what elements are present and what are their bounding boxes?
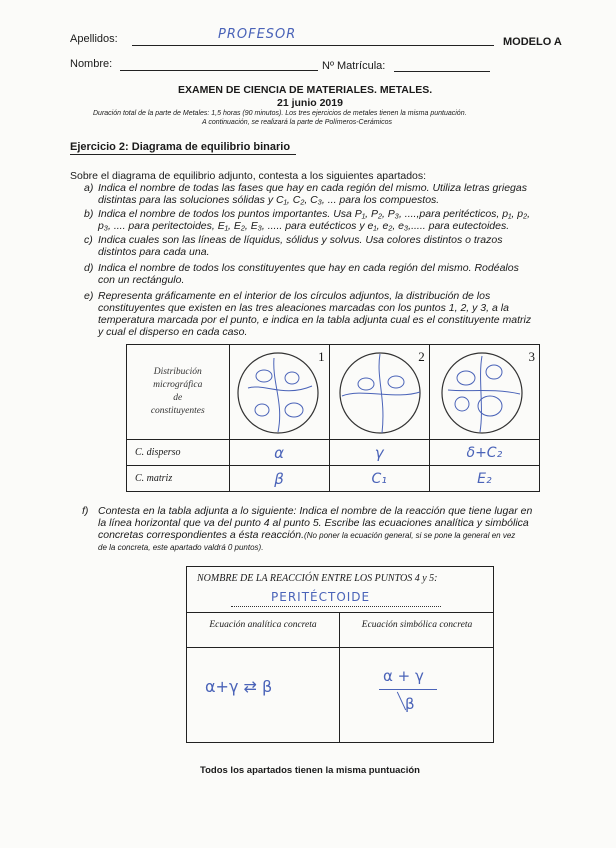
item-e-label: e) bbox=[84, 290, 94, 302]
micro-cell-3 bbox=[429, 345, 539, 440]
item-b-line2: p₃, .... para peritectoides, E₁, E₂, E₃, ..... para eutécticos y e₁, e₂, e₃,..... para eutectoides. bbox=[98, 220, 510, 232]
micro-cell-1 bbox=[229, 345, 329, 440]
item-b-text bbox=[98, 208, 576, 232]
reaction-divider-v bbox=[339, 612, 340, 742]
item-e-line4: y cual el disperso en cada caso. bbox=[98, 326, 248, 338]
apellidos-underline bbox=[132, 45, 494, 46]
micro-head-2: micrográfica bbox=[153, 380, 203, 390]
item-f-line1: Contesta en la tabla adjunta a lo siguiente: Indica el nombre de la reacción que tiene lugar en bbox=[98, 505, 533, 517]
item-b-line1: Indica el nombre de todos los puntos importantes. Usa P₁, P₂, P₃, ....,para peritécticos, p₁, p₂, bbox=[98, 208, 531, 220]
apellidos-value: PROFESOR bbox=[218, 27, 297, 42]
exercise-heading-underline bbox=[70, 154, 296, 155]
micro-number-3: 3 bbox=[528, 349, 535, 364]
item-c-line1: Indica cuales son las líneas de líquidus, sólidus y solvus. Usa colores distintos o trazos bbox=[98, 234, 503, 246]
exam-date: 21 junio 2019 bbox=[277, 97, 343, 109]
item-f-label: f) bbox=[82, 505, 89, 517]
reaction-table bbox=[186, 566, 494, 743]
reaction-name-dots bbox=[231, 606, 441, 607]
polymers-note: A continuación, se realizará la parte de Polímeros-Cerámicos bbox=[202, 119, 392, 126]
item-e-text bbox=[98, 290, 576, 338]
micro-head-3: de bbox=[173, 393, 183, 403]
micro-cell-2 bbox=[329, 345, 429, 440]
item-c-label: c) bbox=[84, 234, 93, 246]
item-d-label: d) bbox=[84, 262, 94, 274]
micro-head-cell bbox=[127, 345, 230, 440]
exam-title: EXAMEN DE CIENCIA DE MATERIALES. METALES. bbox=[178, 84, 433, 96]
nombre-label: Nombre: bbox=[70, 58, 113, 70]
footer-note: Todos los apartados tienen la misma puntuación bbox=[200, 765, 420, 776]
analitica-value: α+γ ⇄ β bbox=[205, 677, 273, 696]
micrograph-table bbox=[126, 344, 540, 492]
reaction-divider-h1 bbox=[187, 612, 493, 613]
simbolica-fraction-line bbox=[379, 689, 437, 690]
item-b-label: b) bbox=[84, 208, 94, 220]
disperso-3: δ+C₂ bbox=[429, 440, 539, 466]
micrograph-circle-2 bbox=[336, 348, 426, 438]
duration-note: Duración total de la parte de Metales: 1,5 horas (90 minutos). Los tres ejercicios de metales tienen la misma puntuación. bbox=[93, 110, 467, 117]
reaction-divider-h2 bbox=[187, 647, 493, 648]
item-a-line1: Indica el nombre de todas las fases que hay en cada región del mismo. Utiliza letras griegas bbox=[98, 182, 527, 194]
item-f-line3-main: concretas correspondientes a ésta reacción. bbox=[98, 529, 305, 541]
item-e-line2: constituyentes que existen en las tres aleaciones marcadas con los puntos 1, 2, y 3, a la bbox=[98, 302, 509, 314]
micrograph-circle-3 bbox=[438, 348, 528, 438]
matriz-1: β bbox=[229, 466, 329, 492]
modelo-label: MODELO A bbox=[503, 36, 562, 48]
micro-head-4: constituyentes bbox=[150, 406, 205, 416]
matricula-underline bbox=[394, 71, 490, 72]
item-d-line2: con un rectángulo. bbox=[98, 274, 185, 286]
item-f-line3-note: (No poner la ecuación general, si se pone la general en vez bbox=[304, 531, 516, 540]
micro-head-1: Distribución bbox=[153, 367, 202, 377]
item-d-line1: Indica el nombre de todos los constituyentes que hay en cada región del mismo. Rodéalos bbox=[98, 262, 519, 274]
apellidos-label: Apellidos: bbox=[70, 33, 118, 45]
simbolica-label: Ecuación simbólica concreta bbox=[361, 620, 473, 630]
item-f-line4: de la concreta, este apartado valdrá 0 puntos). bbox=[98, 543, 264, 552]
analitica-label: Ecuación analítica concreta bbox=[209, 620, 317, 630]
simbolica-top: α + γ bbox=[383, 667, 424, 685]
disperso-1: α bbox=[229, 440, 329, 466]
exercise-heading: Ejercicio 2: Diagrama de equilibrio binario bbox=[70, 141, 291, 153]
matriz-2: C₁ bbox=[329, 466, 429, 492]
row-disperso-label: C. disperso bbox=[127, 440, 230, 466]
item-e-line3: temperatura marcada por el punto, e indica en la tabla adjunta cual es el constituyente matriz bbox=[98, 314, 532, 326]
matriz-3: E₂ bbox=[429, 466, 539, 492]
item-f-text bbox=[98, 505, 578, 554]
item-e-line1: Representa gráficamente en el interior de los círculos adjuntos, la distribución de los bbox=[98, 290, 491, 302]
item-c-line2: distintos para cada una. bbox=[98, 246, 210, 258]
item-c-text bbox=[98, 234, 576, 258]
item-a-text bbox=[98, 182, 576, 206]
item-d-text bbox=[98, 262, 576, 286]
row-matriz-label: C. matriz bbox=[127, 466, 230, 492]
item-a-label: a) bbox=[84, 182, 94, 194]
micro-number-2: 2 bbox=[418, 349, 425, 364]
item-f-line2: la línea horizontal que va del punto 4 al punto 5. Escribe las ecuaciones analítica y simbólica bbox=[98, 517, 529, 529]
nombre-underline bbox=[120, 70, 318, 71]
micro-number-1: 1 bbox=[318, 349, 325, 364]
micrograph-circle-1 bbox=[234, 348, 324, 438]
exercise-intro: Sobre el diagrama de equilibrio adjunto, contesta a los siguientes apartados: bbox=[70, 170, 427, 182]
item-a-line2: distintas para las soluciones sólidas y C₁, C₂, C₃, ... para los compuestos. bbox=[98, 194, 440, 206]
reaction-title: NOMBRE DE LA REACCIÓN ENTRE LOS PUNTOS 4 y 5: bbox=[197, 573, 438, 584]
reaction-name: PERITÉCTOIDE bbox=[271, 590, 371, 604]
simbolica-bottom: β bbox=[405, 695, 415, 713]
disperso-2: γ bbox=[329, 440, 429, 466]
matricula-label: Nº Matrícula: bbox=[322, 60, 386, 72]
item-f-line3 bbox=[98, 529, 578, 542]
